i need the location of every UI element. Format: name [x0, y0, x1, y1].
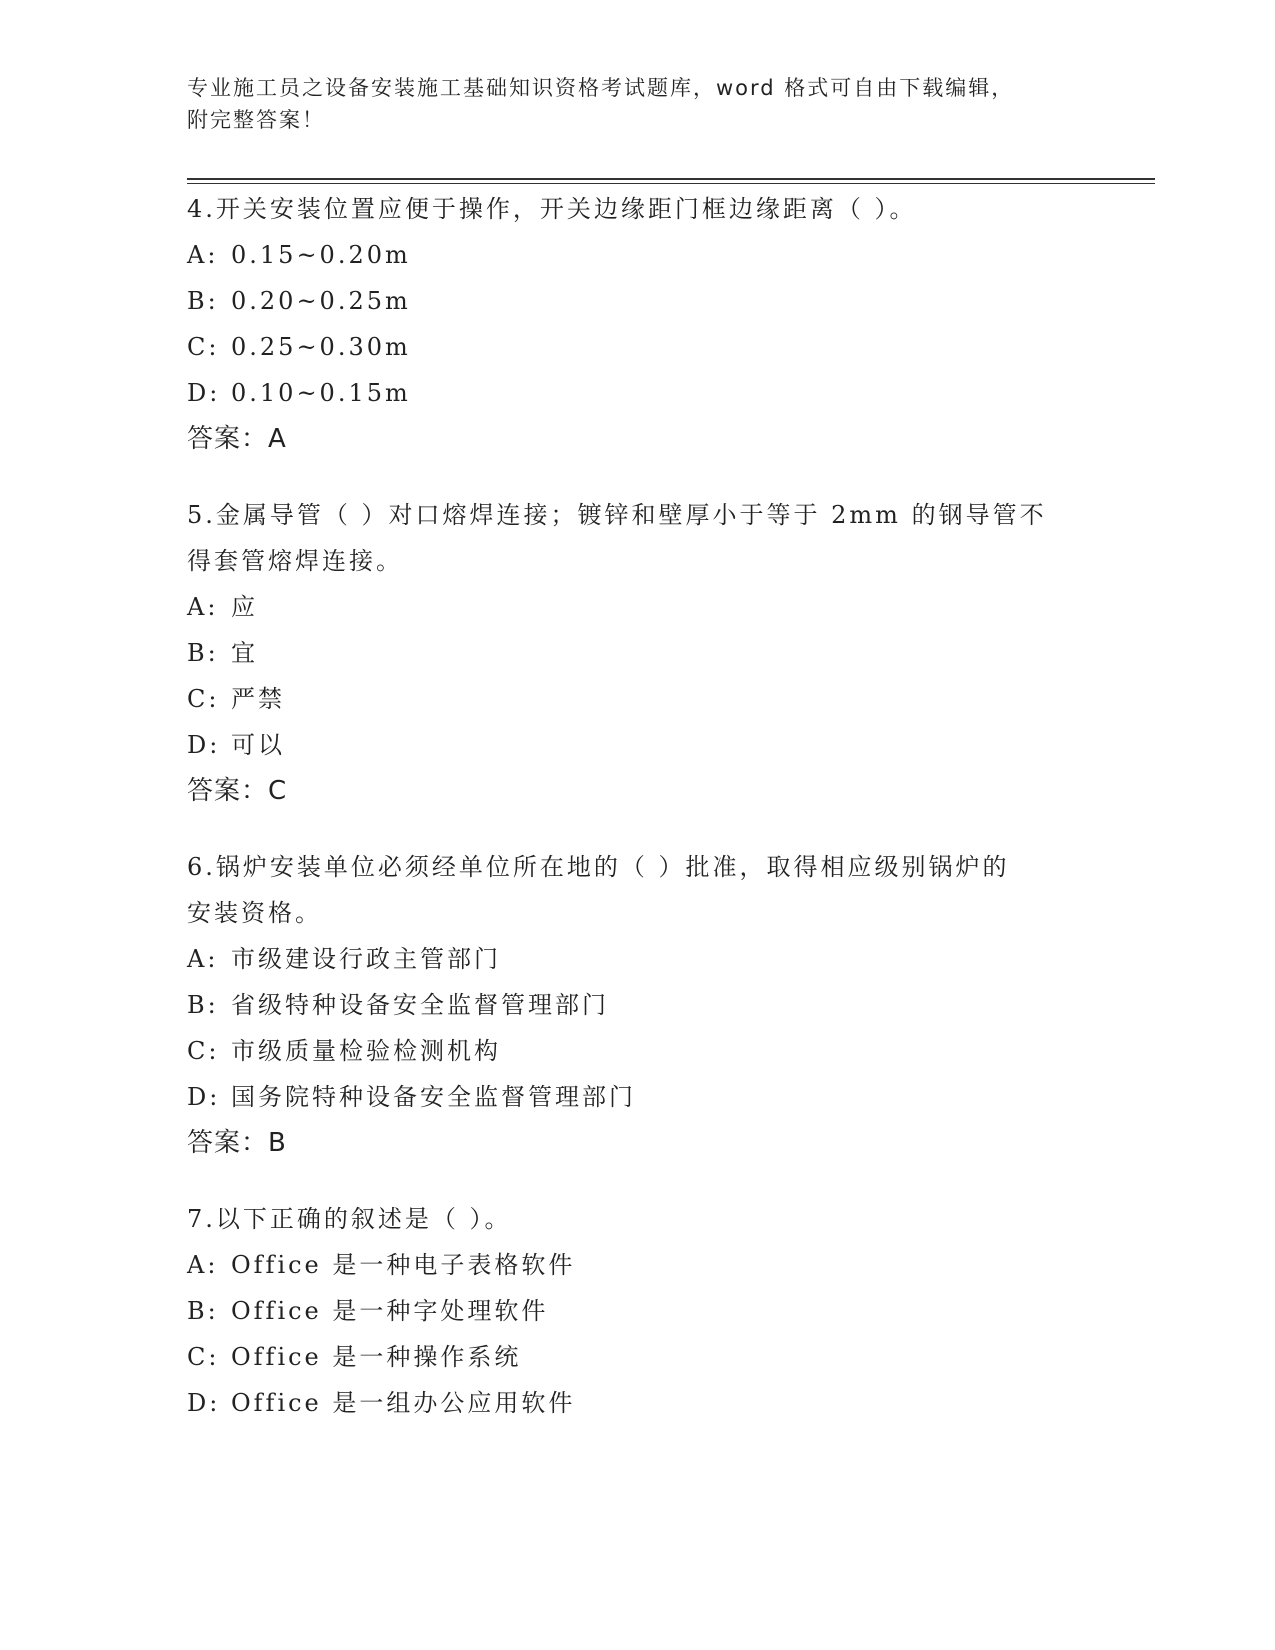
- option-text: 0.20~0.25m: [231, 287, 411, 315]
- option-letter: D:: [187, 1389, 221, 1417]
- option-text: 国务院特种设备安全监督管理部门: [231, 1083, 636, 1111]
- option-d: [187, 1074, 1087, 1120]
- option-letter: D:: [187, 379, 221, 407]
- option-letter: D:: [187, 1083, 221, 1111]
- option-letter: B:: [187, 639, 219, 667]
- option-b: [187, 630, 1087, 676]
- option-d: [187, 1380, 1087, 1426]
- option-text: 市级建设行政主管部门: [231, 945, 501, 973]
- option-letter: B:: [187, 287, 219, 315]
- question-7: [187, 1196, 1087, 1426]
- option-letter: C:: [187, 1343, 220, 1371]
- option-text: 0.25~0.30m: [231, 333, 411, 361]
- option-b: [187, 1288, 1087, 1334]
- option-letter: A:: [187, 1251, 219, 1279]
- option-b: [187, 278, 1087, 324]
- question-6: [187, 844, 1087, 1166]
- option-b: [187, 982, 1087, 1028]
- option-a: [187, 584, 1087, 630]
- question-5: [187, 492, 1087, 814]
- option-text: Office 是一种字处理软件: [231, 1297, 549, 1325]
- option-text: Office 是一种电子表格软件: [231, 1251, 576, 1279]
- option-letter: C:: [187, 685, 220, 713]
- option-text: 0.10~0.15m: [231, 379, 411, 407]
- question-stem-continued: 得套管熔焊连接。: [187, 547, 403, 575]
- option-letter: C:: [187, 1037, 220, 1065]
- option-c: [187, 1028, 1087, 1074]
- option-letter: A:: [187, 241, 219, 269]
- option-a: [187, 1242, 1087, 1288]
- option-d: [187, 722, 1087, 768]
- question-4: [187, 186, 1087, 462]
- option-text: 可以: [231, 731, 285, 759]
- option-text: 严禁: [231, 685, 285, 713]
- option-text: 应: [231, 593, 258, 621]
- option-letter: B:: [187, 1297, 219, 1325]
- document-header: [187, 72, 1087, 136]
- option-text: Office 是一组办公应用软件: [231, 1389, 576, 1417]
- question-stem-continued: 安装资格。: [187, 899, 322, 927]
- option-a: [187, 936, 1087, 982]
- answer: 答案：C: [187, 776, 288, 806]
- header-line-2: 附完整答案！: [187, 108, 325, 132]
- option-letter: A:: [187, 593, 219, 621]
- header-rule-thin: [187, 183, 1155, 184]
- option-text: 市级质量检验检测机构: [231, 1037, 501, 1065]
- header-rule-thick: [187, 178, 1155, 180]
- option-a: [187, 232, 1087, 278]
- question-stem: 5.金属导管（ ）对口熔焊连接；镀锌和壁厚小于等于 2mm 的钢导管不: [187, 501, 1047, 529]
- option-c: [187, 324, 1087, 370]
- option-text: 0.15~0.20m: [231, 241, 411, 269]
- option-c: [187, 676, 1087, 722]
- option-letter: A:: [187, 945, 219, 973]
- option-text: 宜: [231, 639, 258, 667]
- question-stem: 4.开关安装位置应便于操作，开关边缘距门框边缘距离（ ）。: [187, 195, 917, 223]
- question-stem: 6.锅炉安装单位必须经单位所在地的（ ）批准，取得相应级别锅炉的: [187, 853, 1010, 881]
- option-text: Office 是一种操作系统: [231, 1343, 522, 1371]
- option-letter: B:: [187, 991, 219, 1019]
- option-d: [187, 370, 1087, 416]
- question-stem: 7.以下正确的叙述是（ ）。: [187, 1205, 512, 1233]
- option-text: 省级特种设备安全监督管理部门: [231, 991, 609, 1019]
- option-letter: D:: [187, 731, 221, 759]
- answer: 答案：A: [187, 424, 287, 454]
- header-line-1: 专业施工员之设备安装施工基础知识资格考试题库，word 格式可自由下载编辑，: [187, 76, 1015, 100]
- answer: 答案：B: [187, 1128, 287, 1158]
- option-c: [187, 1334, 1087, 1380]
- option-letter: C:: [187, 333, 220, 361]
